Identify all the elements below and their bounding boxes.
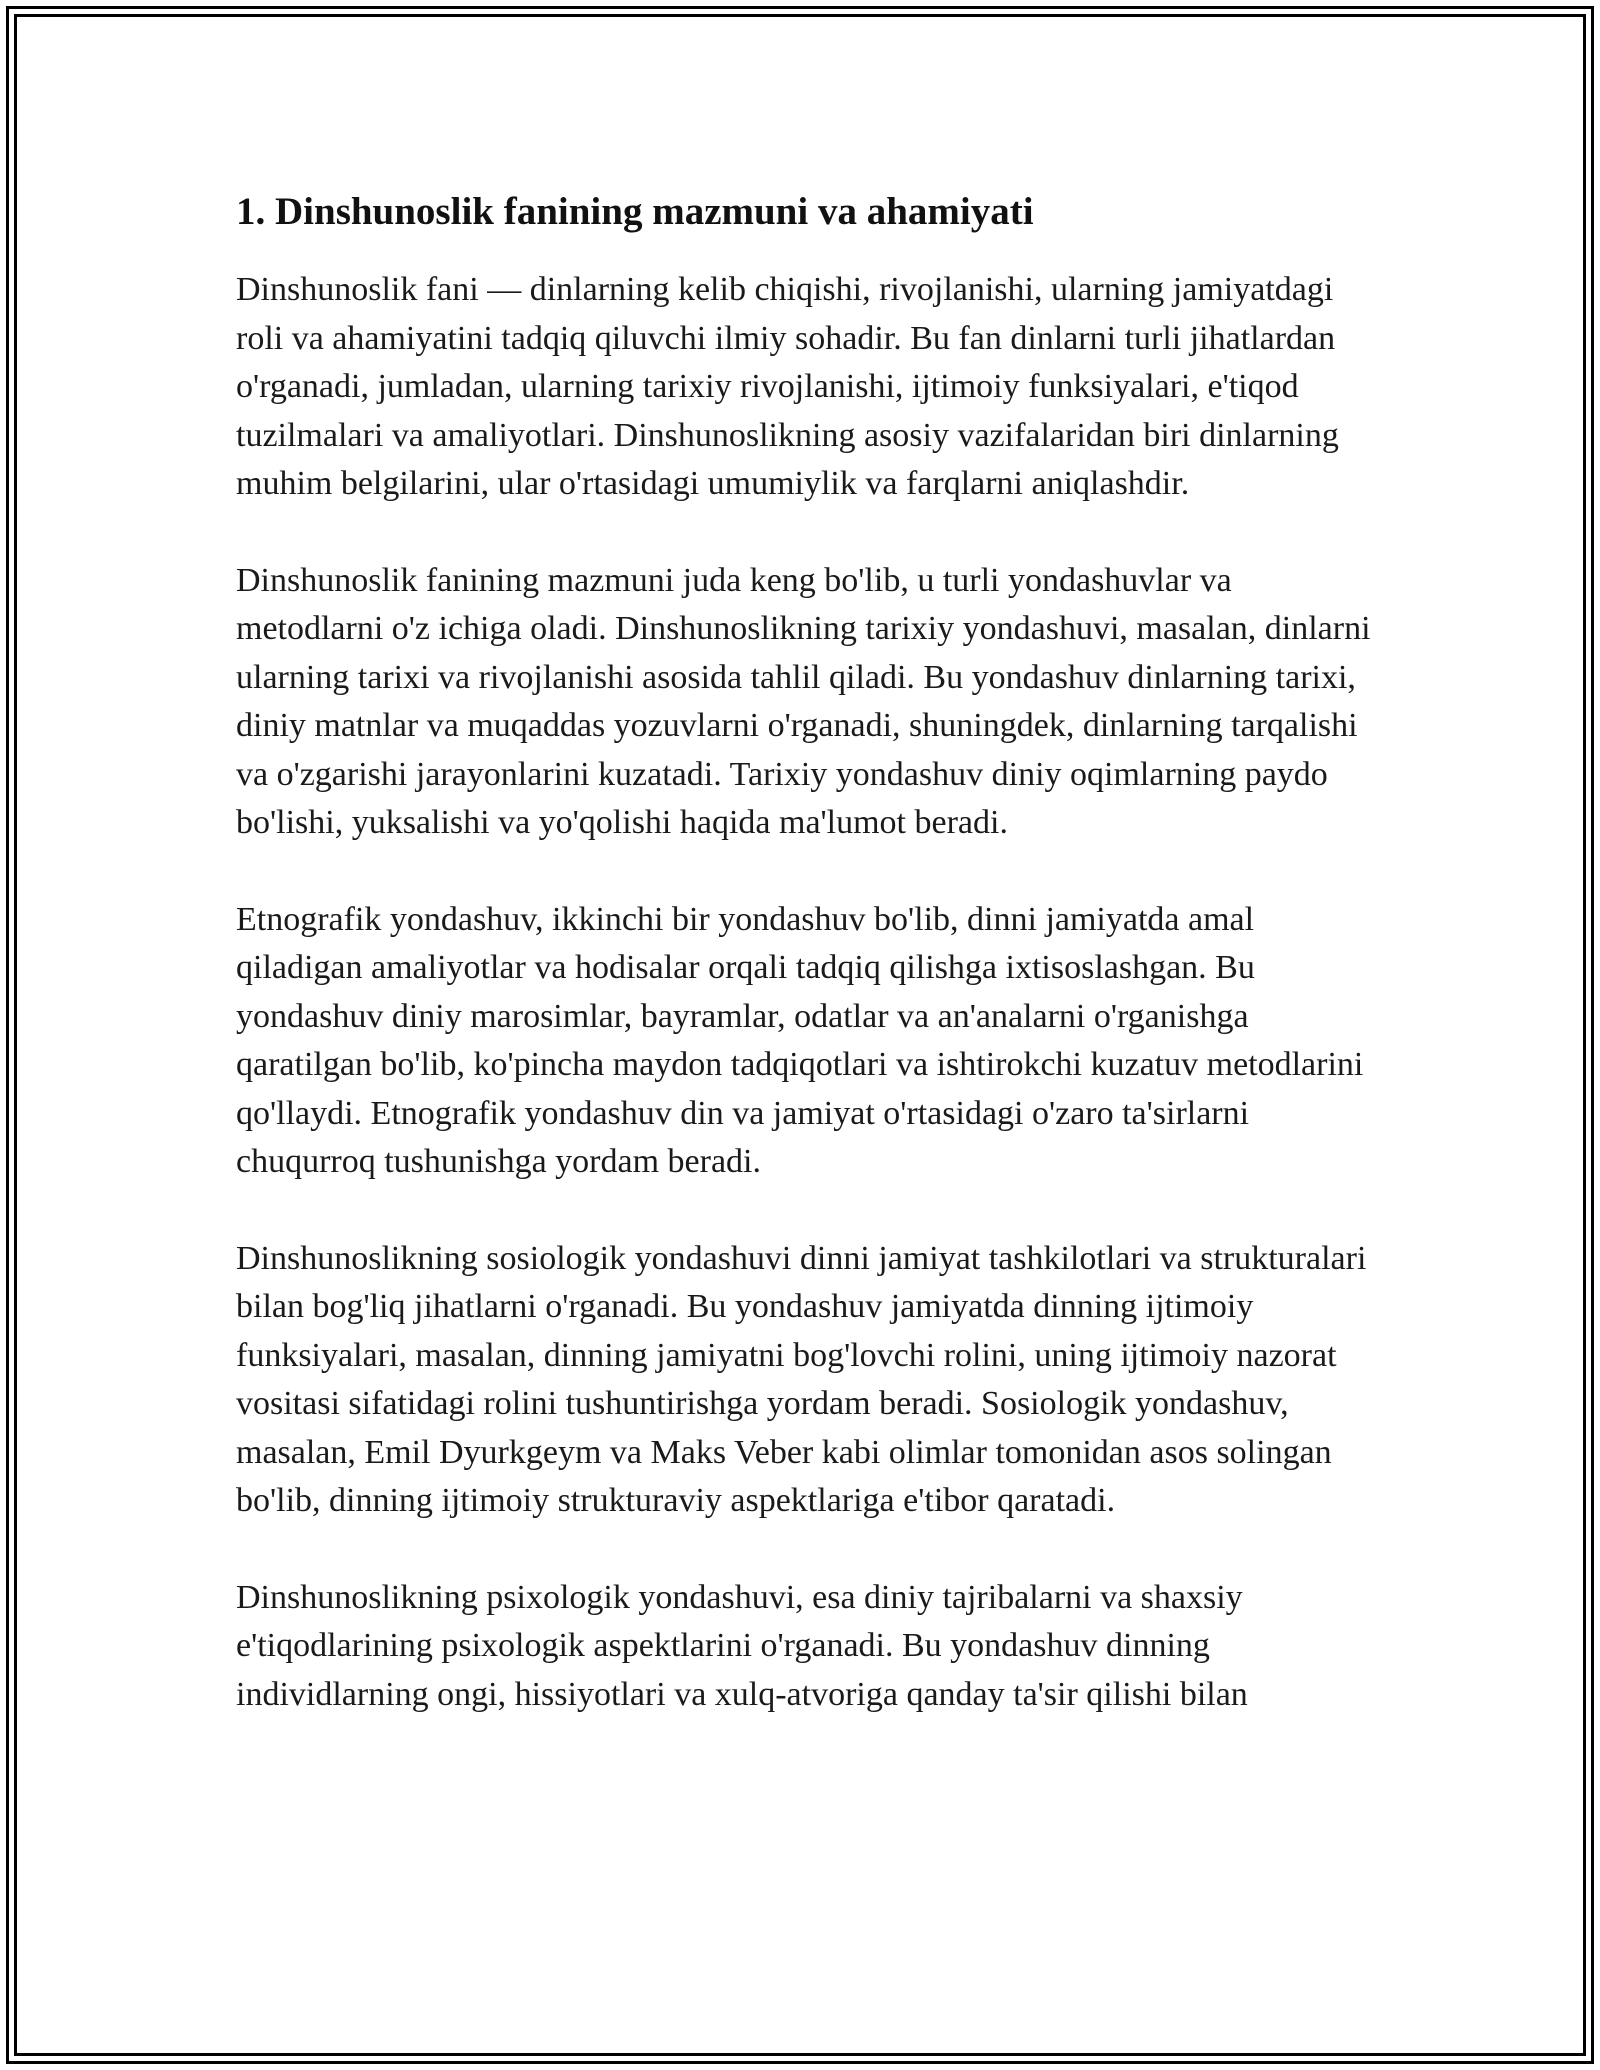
paragraph-5: Dinshunoslikning psixologik yondashuvi, esa diniy tajribalarni va shaxsiy e'tiqodlarining psixologik aspektlarini o'rganadi. Bu yondashuv dinning individlarning ongi, hissiyotlari va xulq-atvoriga qanday ta'sir qilishi bilan — [236, 1578, 1248, 1713]
paragraph-2: Dinshunoslik fanining mazmuni juda keng bo'lib, u turli yondashuvlar va metodlarni o'z ichiga oladi. Dinshunoslikning tarixiy yondashuvi, masalan, dinlarni ularning tarixi va rivojlanishi asosida tahlil qiladi. Bu yondashuv dinlarning tarixi, diniy matnlar va muqaddas yozuvlarni o'rganadi, shuningdek, dinlarning tarqalishi va o'zgarishi jarayonlarini kuzatadi. Tarixiy yondashuv diniy oqimlarning paydo bo'lishi, yuksalishi va yo'qolishi haqida ma'lumot beradi. — [236, 561, 1371, 841]
paragraph-1: Dinshunoslik fani — dinlarning kelib chiqishi, rivojlanishi, ularning jamiyatdagi roli va ahamiyatini tadqiq qiluvchi ilmiy sohadir. Bu fan dinlarni turli jihatlardan o'rganadi, jumladan, ularning tarixiy rivojlanishi, ijtimoiy funksiyalari, e'tiqod tuzilmalari va amaliyotlari. Dinshunoslikning asosiy vazifalaridan biri dinlarning muhim belgilarini, ular o'rtasidagi umumiylik va farqlarni aniqlashdir. — [236, 271, 1339, 502]
document-body — [236, 180, 1376, 1719]
paragraph-3: Etnografik yondashuv, ikkinchi bir yondashuv bo'lib, dinni jamiyatda amal qiladigan amaliyotlar va hodisalar orqali tadqiq qilishga ixtisoslashgan. Bu yondashuv diniy marosimlar, bayramlar, odatlar va an'analarni o'rganishga qaratilgan bo'lib, ko'pincha maydon tadqiqotlari va ishtirokchi kuzatuv metodlarini qo'llaydi. Etnografik yondashuv din va jamiyat o'rtasidagi o'zaro ta'sirlarni chuqurroq tushunishga yordam beradi. — [236, 900, 1364, 1180]
paragraph-4: Dinshunoslikning sosiologik yondashuvi dinni jamiyat tashkilotlari va strukturalari bilan bog'liq jihatlarni o'rganadi. Bu yondashuv jamiyatda dinning ijtimoiy funksiyalari, masalan, dinning jamiyatni bog'lovchi rolini, uning ijtimoiy nazorat vositasi sifatidagi rolini tushuntirishga yordam beradi. Sosiologik yondashuv, masalan, Emil Dyurkgeym va Maks Veber kabi olimlar tomonidan asos solingan bo'lib, dinning ijtimoiy strukturaviy aspektlariga e'tibor qaratadi. — [236, 1239, 1367, 1519]
section-heading: 1. Dinshunoslik fanining mazmuni va ahamiyati — [236, 190, 1034, 233]
